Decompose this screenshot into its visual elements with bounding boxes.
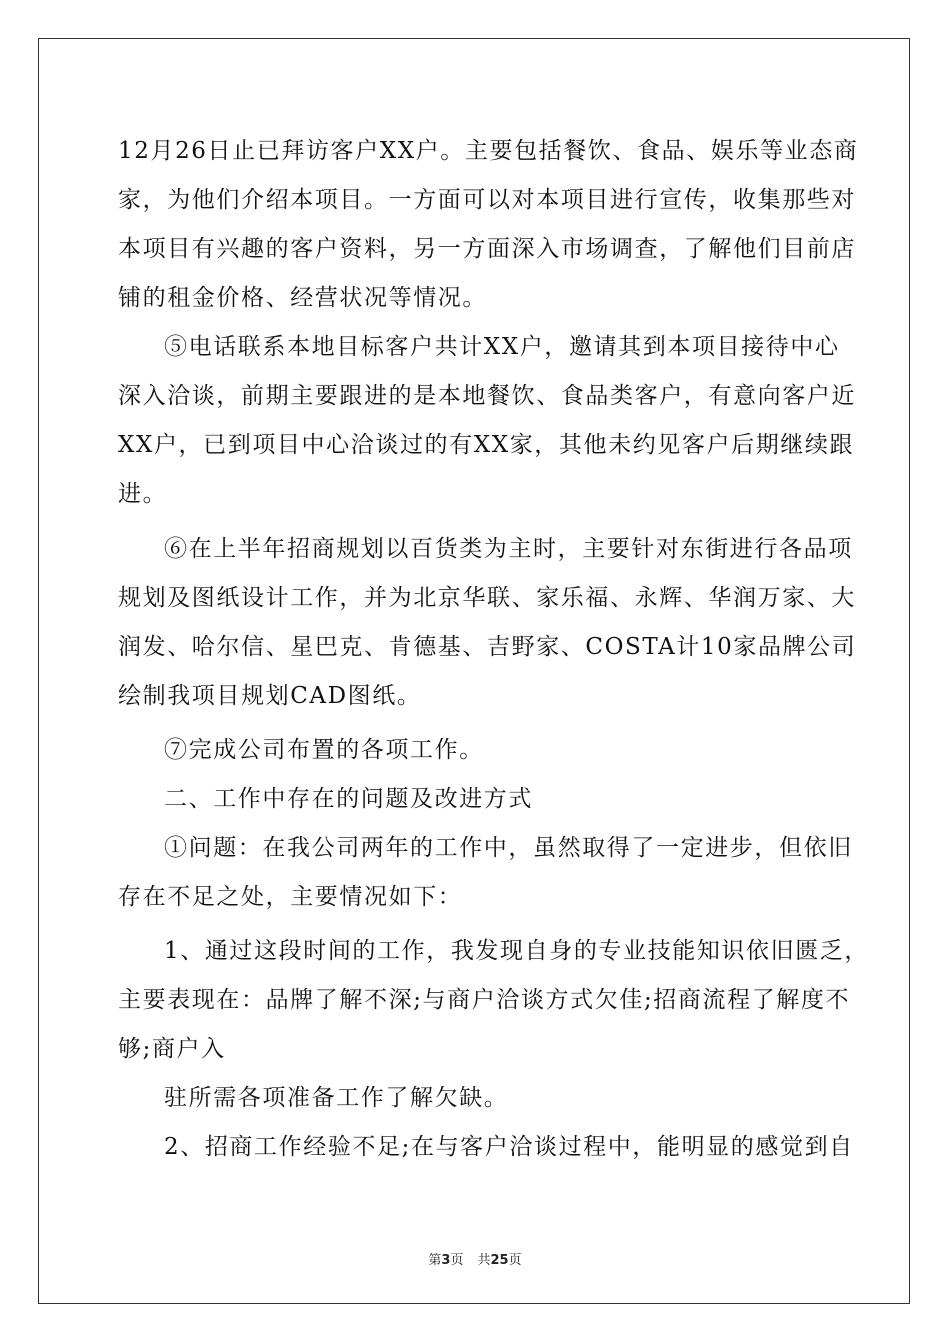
text-line: ⑤电话联系本地目标客户共计XX户，邀请其到本项目接待中心 [164,334,840,360]
text-line: ①问题：在我公司两年的工作中，虽然取得了一定进步，但依旧 [164,835,853,861]
text-line: 1、通过这段时间的工作，我发现自身的专业技能知识依旧匮乏， [164,938,870,964]
text-line: ⑥在上半年招商规划以百货类为主时，主要针对东街进行各品项 [164,536,853,562]
page-number: 3 [441,1253,451,1268]
text-line: 12月26日止已拜访客户XX户。主要包括餐饮、食品、娱乐等业态商 [118,138,859,164]
text-line: 驻所需各项准备工作了解欠缺。 [164,1085,509,1111]
text-line: 润发、哈尔信、星巴克、肯德基、吉野家、COSTA计10家品牌公司 [118,634,857,660]
text-line: 本项目有兴趣的客户资料，另一方面深入市场调查，了解他们目前店 [118,236,856,262]
text-line: 存在不足之处，主要情况如下： [118,884,463,910]
text-line: 够;商户入 [118,1036,226,1062]
total-prefix: 共 [477,1253,491,1268]
text-line: 2、招商工作经验不足;在与客户洽谈过程中，能明显的感觉到自 [164,1134,854,1160]
page-border [38,38,910,1304]
text-line: 绘制我项目规划CAD图纸。 [118,683,422,709]
total-pages: 25 [490,1253,509,1268]
text-line: 铺的租金价格、经营状况等情况。 [118,285,487,311]
section-heading: 二、工作中存在的问题及改进方式 [164,786,533,812]
text-line: 家，为他们介绍本项目。一方面可以对本项目进行宣传，收集那些对 [118,187,856,213]
text-line: 规划及图纸设计工作，并为北京华联、家乐福、永辉、华润万家、大 [118,585,856,611]
text-line: 进。 [118,481,168,507]
page-suffix: 页 [450,1253,464,1268]
text-line: XX户，已到项目中心洽谈过的有XX家，其他未约见客户后期继续跟 [118,432,855,458]
text-line: ⑦完成公司布置的各项工作。 [164,737,484,763]
total-suffix: 页 [508,1253,522,1268]
page-prefix: 第 [428,1253,442,1268]
page-footer [0,1249,950,1268]
text-line: 深入洽谈，前期主要跟进的是本地餐饮、食品类客户，有意向客户近 [118,383,856,409]
text-line: 主要表现在：品牌了解不深;与商户洽谈方式欠佳;招商流程了解度不 [118,987,851,1013]
